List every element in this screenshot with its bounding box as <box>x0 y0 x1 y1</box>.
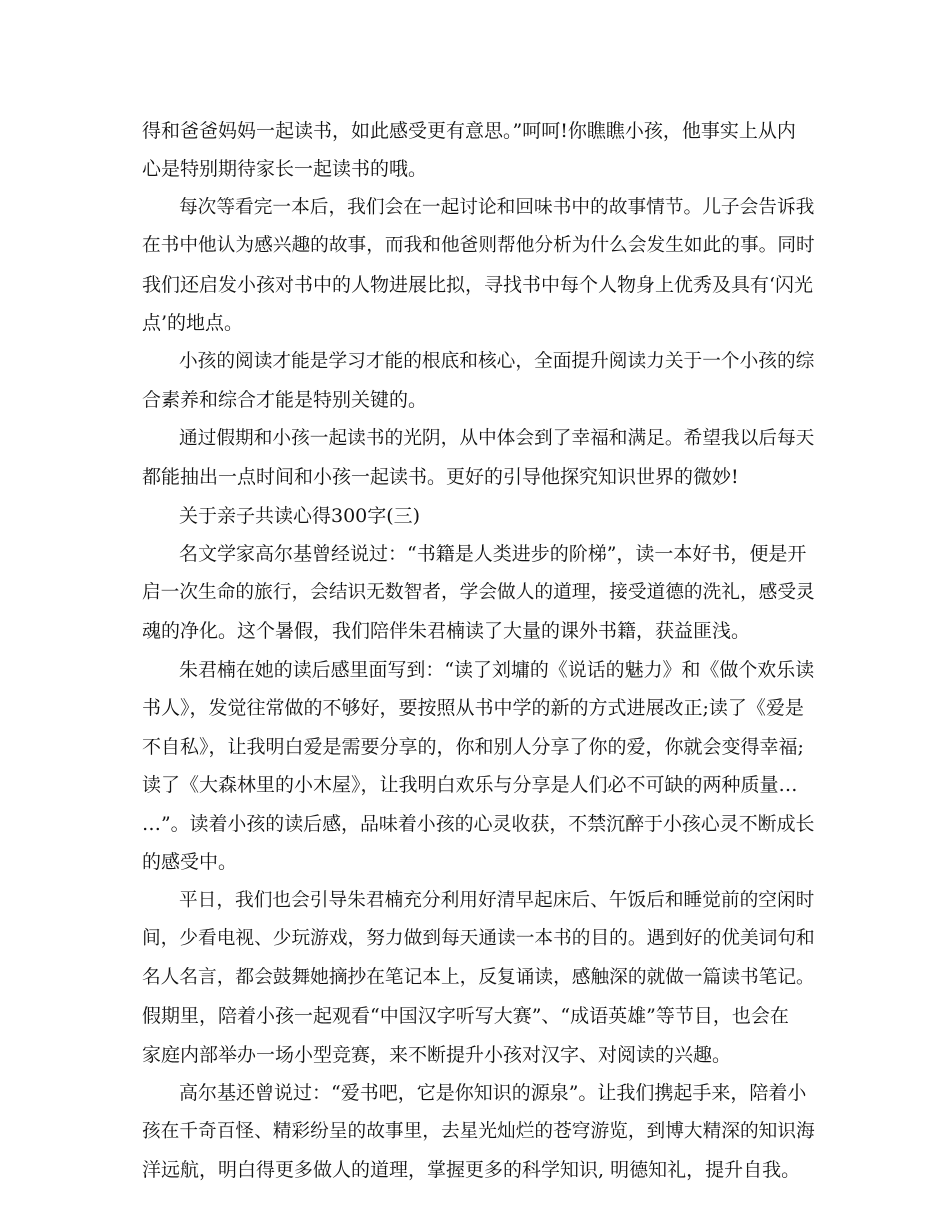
text-line: 合素养和综合才能是特别关键的。 <box>142 389 428 411</box>
text-line: 书人》，发觉往常做的不够好，要按照从书中学的新的方式进展改正;读了《爱是 <box>142 697 804 719</box>
text-line: 间，少看电视、少玩游戏，努力做到每天通读一本书的目的。遇到好的优美词句和 <box>142 928 815 949</box>
text-line: 启一次生命的旅行，会结识无数智者，学会做人的道理，接受道德的洗礼，感受灵 <box>142 582 815 603</box>
text-line: 高尔基还曾说过：“爱书吧，它是你知识的源泉”。让我们携起手来，陪着小 <box>179 1082 807 1104</box>
text-line: 的感受中。 <box>142 851 238 873</box>
text-line: 名人名言，都会鼓舞她摘抄在笔记本上，反复诵读，感触深的就做一篇读书笔记。 <box>142 967 815 988</box>
text-line: 得和爸爸妈妈一起读书，如此感受更有意思。”呵呵!你瞧瞧小孩，他事实上从内 <box>142 120 796 142</box>
text-line: 读了《大森林里的小木屋》，让我明白欢乐与分享是人们必不可缺的两种质量… <box>142 774 798 796</box>
text-line: 都能抽出一点时间和小孩一起读书。更好的引导他探究知识世界的微妙! <box>142 466 739 488</box>
text-line: 不自私》，让我明白爱是需要分享的，你和别人分享了你的爱，你就会变得幸福; <box>142 736 804 758</box>
text-line: 魂的净化。这个暑假，我们陪伴朱君楠读了大量的课外书籍，获益匪浅。 <box>142 620 751 642</box>
text-line: 假期里，陪着小孩一起观看“中国汉字听写大赛”、“成语英雄”等节目，也会在 <box>142 1005 789 1027</box>
text-line: 心是特别期待家长一起读书的哦。 <box>142 158 428 180</box>
text-line: 朱君楠在她的读后感里面写到：“读了刘墉的《说话的魅力》和《做个欢乐读 <box>179 659 815 681</box>
text-line: 家庭内部举办一场小型竞赛，来不断提升小孩对汉字、对阅读的兴趣。 <box>142 1044 732 1066</box>
text-line: 平日，我们也会引导朱君楠充分利用好清早起床后、午饭后和睡觉前的空闲时 <box>179 890 815 911</box>
text-line: 孩在千奇百怪、精彩纷呈的故事里，去星光灿烂的苍穹游览，到博大精深的知识海 <box>142 1121 815 1142</box>
text-line: 点’的地点。 <box>142 312 244 334</box>
text-line: 每次等看完一本后，我们会在一起讨论和回味书中的故事情节。儿子会告诉我 <box>179 197 815 218</box>
text-line: …”。读着小孩的读后感，品味着小孩的心灵收获，不禁沉醉于小孩心灵不断成长 <box>142 813 815 835</box>
text-line: 小孩的阅读才能是学习才能的根底和核心，全面提升阅读力关于一个小孩的综 <box>179 351 815 372</box>
text-line: 我们还启发小孩对书中的人物进展比拟，寻找书中每个人物身上优秀及具有‘闪光 <box>142 274 814 296</box>
text-line: 通过假期和小孩一起读书的光阴，从中体会到了幸福和满足。希望我以后每天 <box>179 428 815 449</box>
text-line: 在书中他认为感兴趣的故事，而我和他爸则帮他分析为什么会发生如此的事。同时 <box>142 235 815 256</box>
section-heading: 关于亲子共读心得300字(三) <box>179 505 421 527</box>
text-line: 洋远航，明白得更多做人的道理，掌握更多的科学知识, 明德知礼，提升自我。 <box>142 1159 801 1181</box>
text-line: 名文学家高尔基曾经说过：“书籍是人类进步的阶梯”，读一本好书，便是开 <box>179 543 807 565</box>
